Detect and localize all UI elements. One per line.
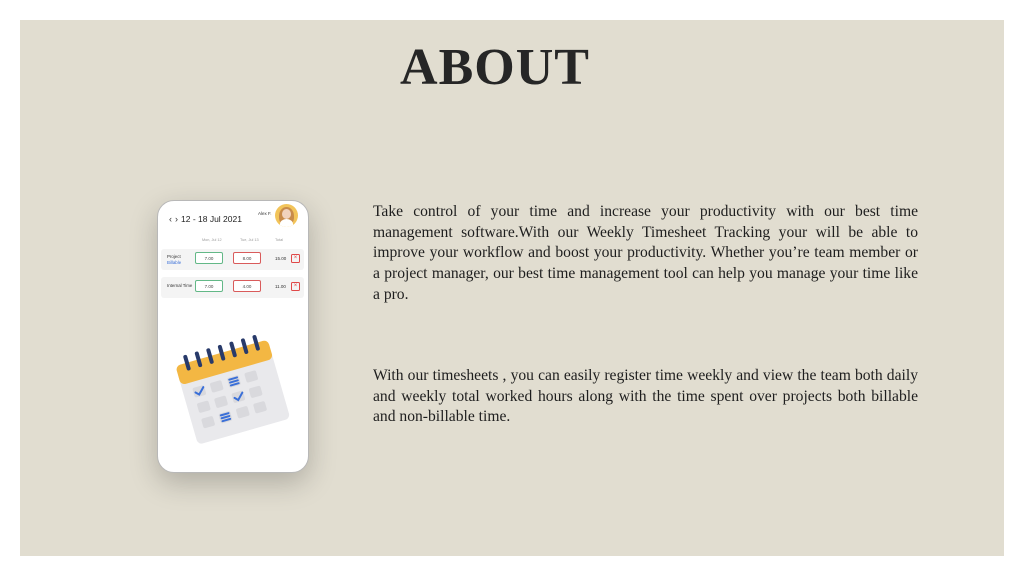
hours-input-mon[interactable]: 7.00 — [195, 280, 223, 292]
row-sublabel: Billable — [167, 260, 182, 265]
chevron-right-icon[interactable]: › — [175, 214, 178, 224]
column-header-tue: Tue, Jul 13 — [240, 238, 259, 242]
row-total: 11.00 — [275, 284, 286, 289]
week-header — [169, 214, 242, 224]
timesheet-row — [161, 249, 304, 270]
user-name: Alex F. — [258, 211, 272, 216]
delete-icon[interactable]: × — [291, 254, 300, 263]
row-total: 15.00 — [275, 256, 287, 261]
about-paragraph-1: Take control of your time and increase your productivity with our best time management software.With our Weekly Timesheet Tracking your will be able to improve your workflow and boost your productivity. Whether you’re team member or a project manager, our best time management tool can help you manage your time like a pro. — [373, 203, 918, 303]
chevron-left-icon[interactable]: ‹ — [169, 214, 172, 224]
hours-input-tue[interactable]: 8.00 — [233, 252, 261, 264]
delete-icon[interactable]: × — [291, 282, 300, 291]
hours-input-mon[interactable]: 7.00 — [195, 252, 223, 264]
slide — [20, 20, 1004, 556]
column-header-mon: Mon, Jul 12 — [202, 238, 222, 242]
hours-input-tue[interactable]: 4.00 — [233, 280, 261, 292]
row-label: Internal Time — [167, 283, 193, 288]
calendar-illustration — [168, 329, 298, 444]
avatar[interactable] — [275, 204, 298, 227]
about-paragraph-2: With our timesheets , you can easily register time weekly and view the team both daily and weekly total worked hours along with the time spent over projects both billable and non-billable time. — [373, 367, 918, 426]
slide-title: ABOUT — [400, 39, 590, 96]
timesheet-row — [161, 277, 304, 298]
phone-mockup — [157, 200, 309, 473]
column-header-total: Total — [275, 238, 284, 242]
date-range: 12 - 18 Jul 2021 — [181, 214, 242, 224]
row-label: Project Billable — [167, 254, 182, 265]
